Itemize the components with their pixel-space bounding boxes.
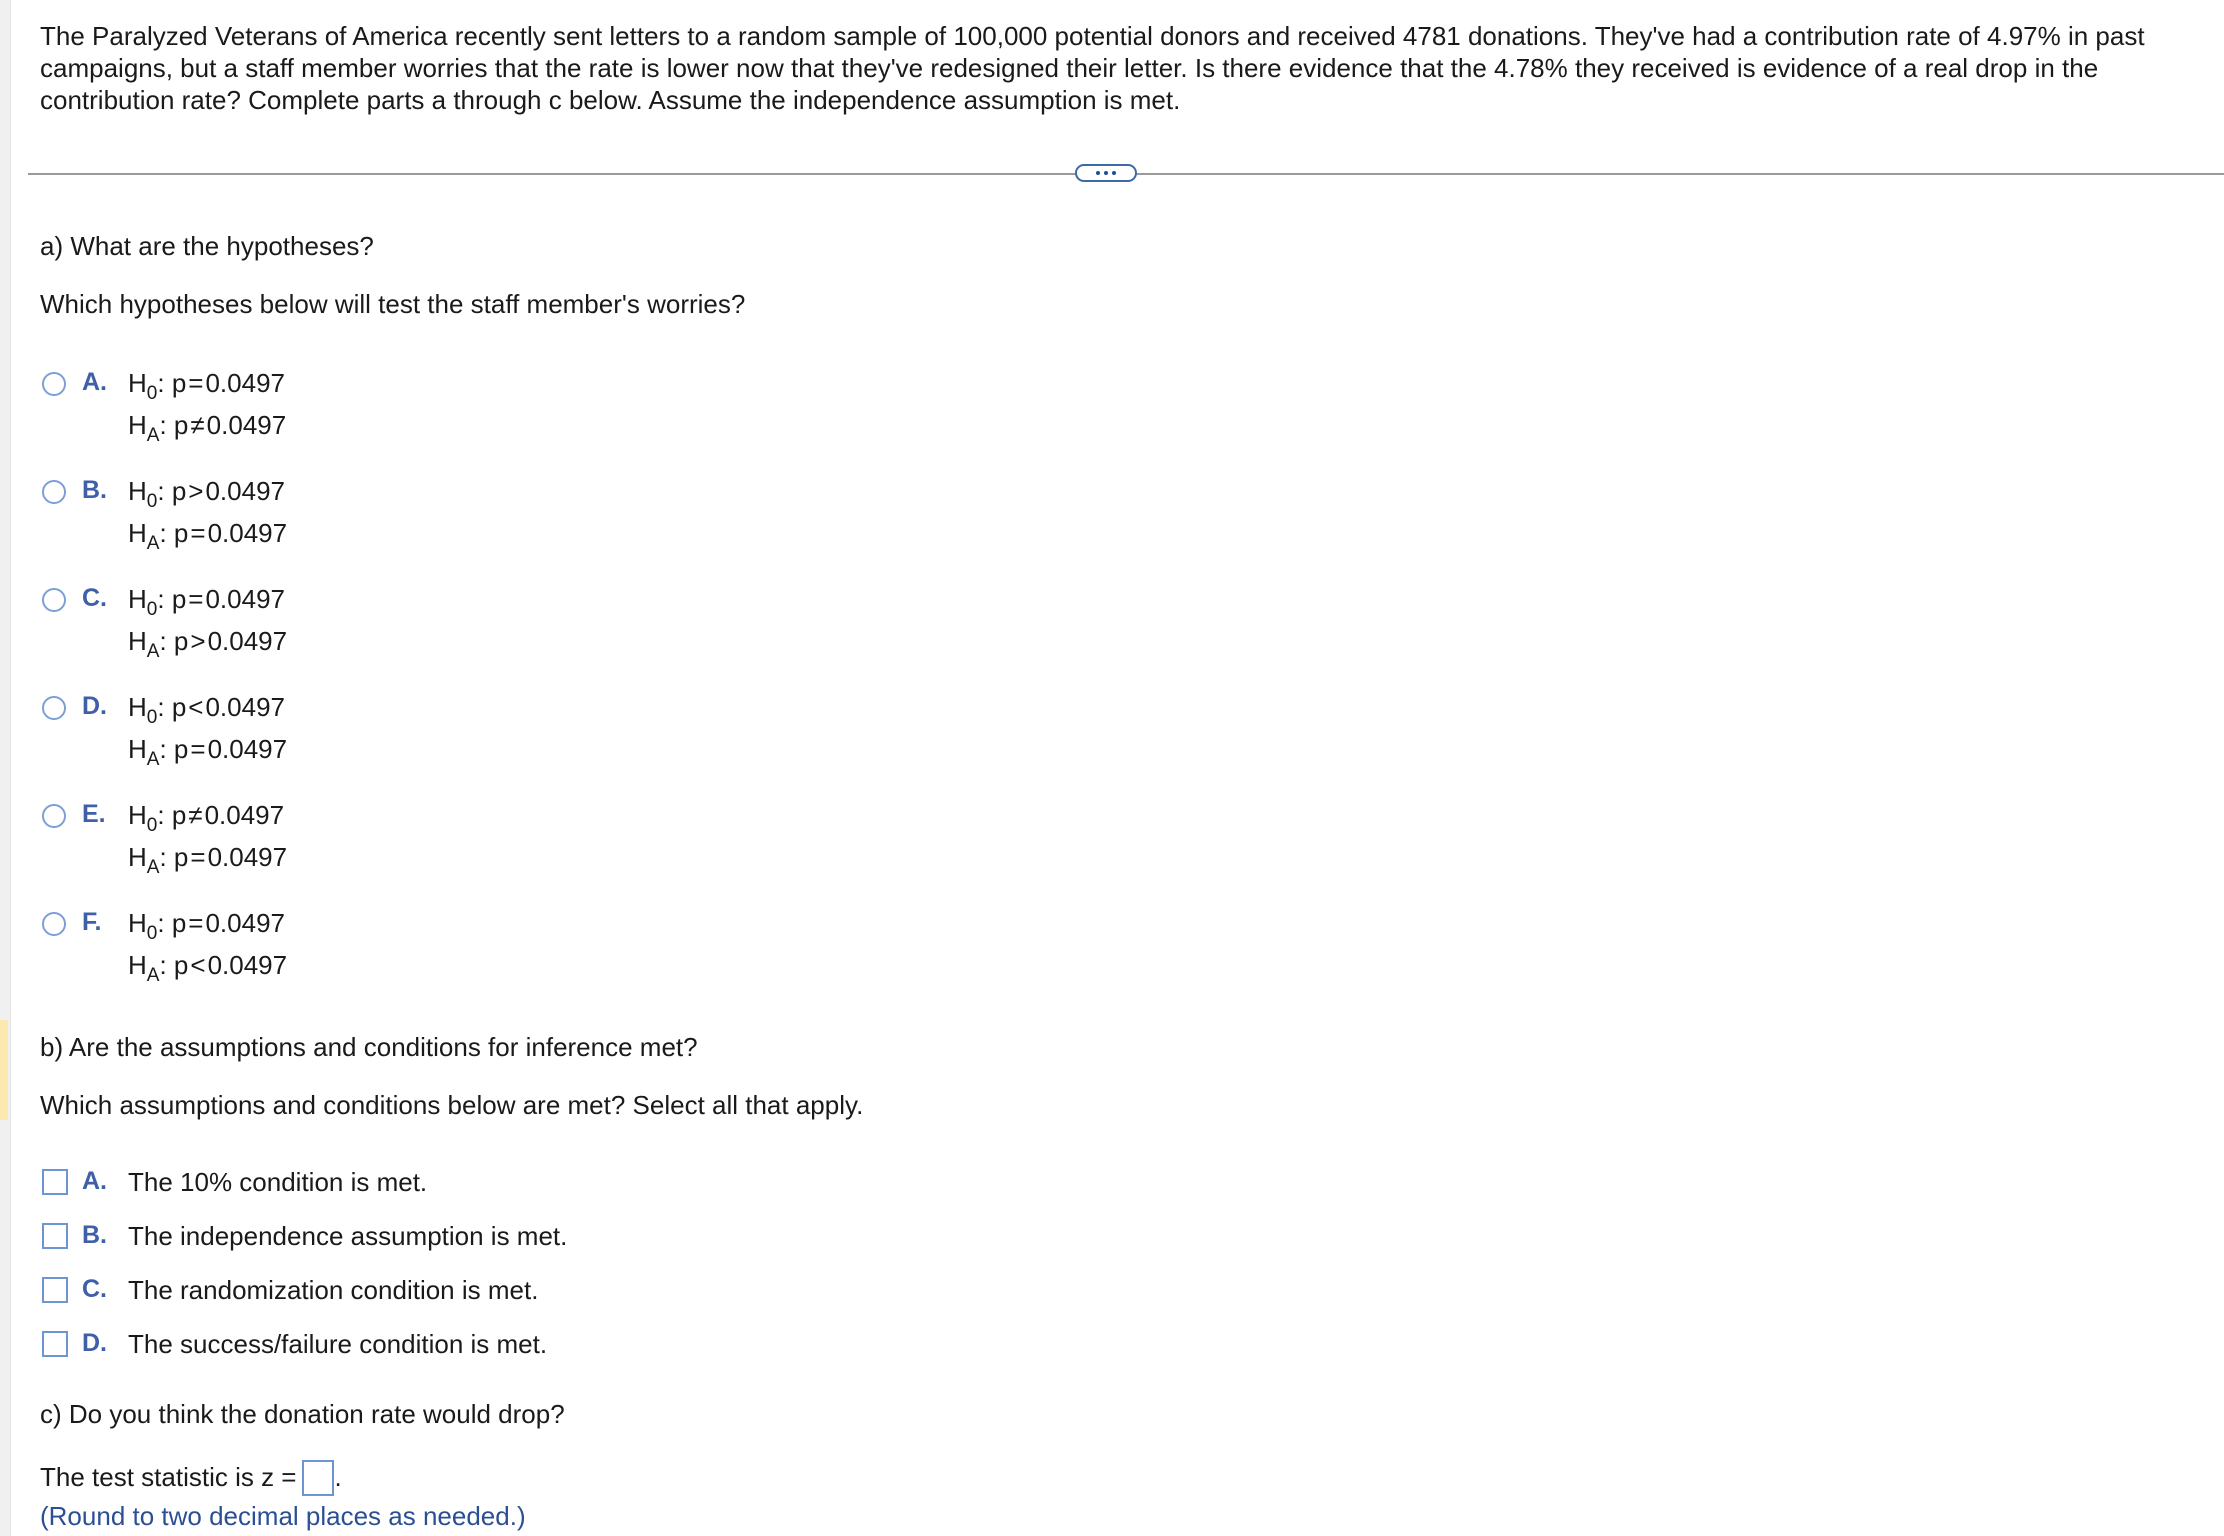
part-c-heading: c) Do you think the donation rate would drop? <box>40 1399 565 1429</box>
option-text: The randomization condition is met. <box>128 1275 539 1305</box>
question-text: The Paralyzed Veterans of America recently sent letters to a random sample of 100,000 potential donors and received 4781 donations. They've had a contribution rate of 4.97% in past campaigns, but a staff member worries that the rate is lower now that they've redesigned their letter. Is there evidence that the 4.78% they received is evidence of a real drop in the contribution rate? Complete parts a through c below. Assume the independence assumption is met. <box>40 21 2145 115</box>
alternative-hypothesis: $H_A$: p≠0.0497 <box>128 410 287 446</box>
left-gutter-highlight <box>0 1020 8 1120</box>
part-b-heading: b) Are the assumptions and conditions for inference met? <box>40 1032 698 1062</box>
ellipsis-icon <box>1096 171 1100 175</box>
null-hypothesis: $H_0$: p=0.0497 <box>128 908 285 944</box>
null-hypothesis: $H_0$: p<0.0497 <box>128 692 285 728</box>
null-hypothesis: $H_0$: p≠0.0497 <box>128 800 285 836</box>
option-letter: F. <box>82 908 102 936</box>
radio-button[interactable] <box>42 588 66 612</box>
option-letter: A. <box>82 368 107 396</box>
part-a-heading: a) What are the hypotheses? <box>40 231 374 261</box>
option-letter: D. <box>82 1329 107 1357</box>
null-hypothesis: $H_0$: p>0.0497 <box>128 476 285 512</box>
test-statistic-label: The test statistic is z = <box>40 1462 297 1492</box>
option-letter: D. <box>82 692 107 720</box>
alternative-hypothesis: $H_A$: p=0.0497 <box>128 842 288 878</box>
checkbox[interactable] <box>42 1223 68 1249</box>
option-letter: B. <box>82 476 107 504</box>
period: . <box>334 1462 342 1492</box>
rounding-hint: (Round to two decimal places as needed.) <box>40 1501 526 1531</box>
left-gutter <box>0 0 11 1536</box>
option-letter: C. <box>82 584 107 612</box>
checkbox[interactable] <box>42 1331 68 1357</box>
option-letter: C. <box>82 1275 107 1303</box>
radio-button[interactable] <box>42 696 66 720</box>
alternative-hypothesis: $H_A$: p=0.0497 <box>128 734 288 770</box>
checkbox[interactable] <box>42 1169 68 1195</box>
radio-button[interactable] <box>42 912 66 936</box>
null-hypothesis: $H_0$: p=0.0497 <box>128 368 285 404</box>
z-answer-input[interactable] <box>302 1460 334 1496</box>
part-b-prompt: Which assumptions and conditions below are met? Select all that apply. <box>40 1090 864 1120</box>
checkbox[interactable] <box>42 1277 68 1303</box>
test-statistic-line <box>40 1460 342 1496</box>
more-button[interactable] <box>1075 164 1137 182</box>
alternative-hypothesis: $H_A$: p>0.0497 <box>128 626 288 662</box>
option-letter: B. <box>82 1221 107 1249</box>
option-letter: E. <box>82 800 106 828</box>
option-letter: A. <box>82 1167 107 1195</box>
radio-button[interactable] <box>42 480 66 504</box>
alternative-hypothesis: $H_A$: p<0.0497 <box>128 950 288 986</box>
alternative-hypothesis: $H_A$: p=0.0497 <box>128 518 288 554</box>
radio-button[interactable] <box>42 804 66 828</box>
null-hypothesis: $H_0$: p=0.0497 <box>128 584 285 620</box>
option-text: The 10% condition is met. <box>128 1167 428 1197</box>
radio-button[interactable] <box>42 372 66 396</box>
part-a-prompt: Which hypotheses below will test the staff member's worries? <box>40 289 746 319</box>
option-text: The success/failure condition is met. <box>128 1329 548 1359</box>
option-text: The independence assumption is met. <box>128 1221 568 1251</box>
